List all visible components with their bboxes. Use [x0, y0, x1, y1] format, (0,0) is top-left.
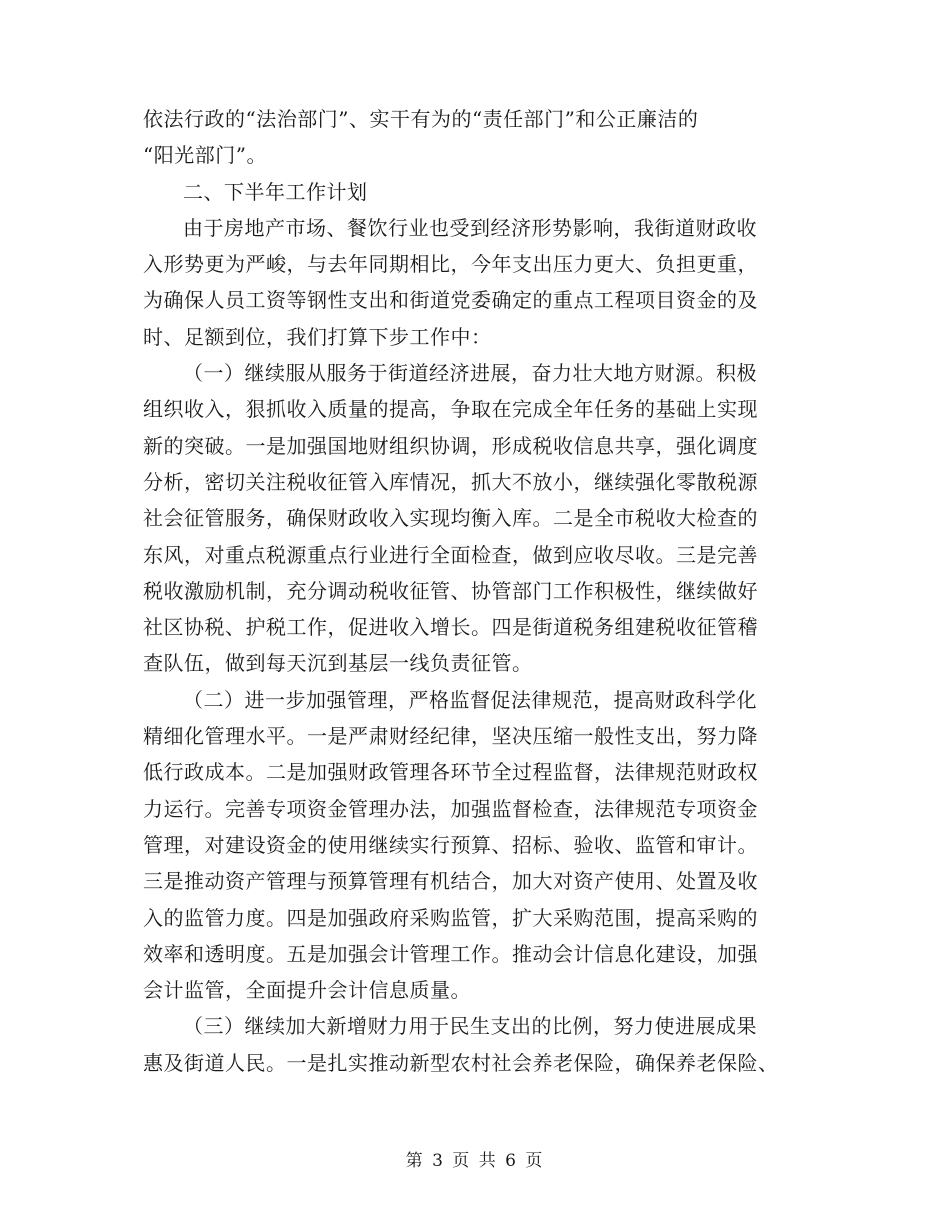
text-line: “阳光部门”。: [143, 143, 267, 168]
text-line: 管理，对建设资金的使用继续实行预算、招标、验收、监管和审计。: [143, 832, 758, 857]
text-line: 社区协税、护税工作，促进收入增长。四是街道税务组建税收征管稽: [143, 615, 758, 640]
text-line: 东风，对重点税源重点行业进行全面检查，做到应收尽收。三是完善: [143, 542, 758, 567]
text-line: 新的突破。一是加强国地财组织协调，形成税收信息共享，强化调度: [143, 433, 758, 458]
text-line: 三是推动资产管理与预算管理有机结合，加大对资产使用、处置及收: [143, 869, 758, 894]
text-line: 依法行政的“法治部门”、实干有为的“责任部门”和公正廉洁的: [143, 107, 699, 131]
text-line: 力运行。完善专项资金管理办法，加强监督检查，法律规范专项资金: [143, 796, 758, 821]
text-line: 入的监管力度。四是加强政府采购监管，扩大采购范围，提高采购的: [143, 905, 758, 930]
document-body: [143, 101, 815, 1081]
text-line: 入形势更为严峻，与去年同期相比，今年支出压力更大、负担更重，: [143, 252, 758, 277]
text-line: （一）继续服从服务于街道经济进展，奋力壮大地方财源。积极: [183, 361, 757, 386]
text-line: 税收激励机制，充分调动税收征管、协管部门工作积极性，继续做好: [143, 578, 758, 603]
text-line: 组织收入，狠抓收入质量的提高，争取在完成全年任务的基础上实现: [143, 397, 758, 422]
text-line: （三）继续加大新增财力用于民生支出的比例，努力使进展成果: [183, 1014, 757, 1039]
page-number-footer: 第 3 页 共 6 页: [405, 1151, 545, 1171]
text-line: 二、下半年工作计划: [183, 179, 368, 204]
text-line: 社会征管服务，确保财政收入实现均衡入库。二是全市税收大检查的: [143, 506, 758, 531]
text-line: 精细化管理水平。一是严肃财经纪律，坚决压缩一般性支出，努力降: [143, 724, 758, 749]
text-line: 会计监管，全面提升会计信息质量。: [143, 978, 471, 1003]
text-line: 由于房地产市场、餐饮行业也受到经济形势影响，我街道财政收: [183, 215, 757, 240]
text-line: 为确保人员工资等钢性支出和街道党委确定的重点工程项目资金的及: [143, 288, 758, 313]
text-line: 低行政成本。二是加强财政管理各环节全过程监督，法律规范财政权: [143, 760, 758, 785]
text-line: （二）进一步加强管理，严格监督促法律规范，提高财政科学化: [183, 687, 757, 712]
text-line: 查队伍，做到每天沉到基层一线负责征管。: [143, 651, 533, 676]
text-line: 效率和透明度。五是加强会计管理工作。推动会计信息化建设，加强: [143, 941, 758, 966]
text-line: 惠及街道人民。一是扎实推动新型农村社会养老保险，确保养老保险、: [143, 1050, 779, 1075]
text-line: 分析，密切关注税收征管入库情况，抓大不放小，继续强化零散税源: [143, 469, 758, 494]
text-line: 时、足额到位，我们打算下步工作中：: [143, 324, 492, 349]
